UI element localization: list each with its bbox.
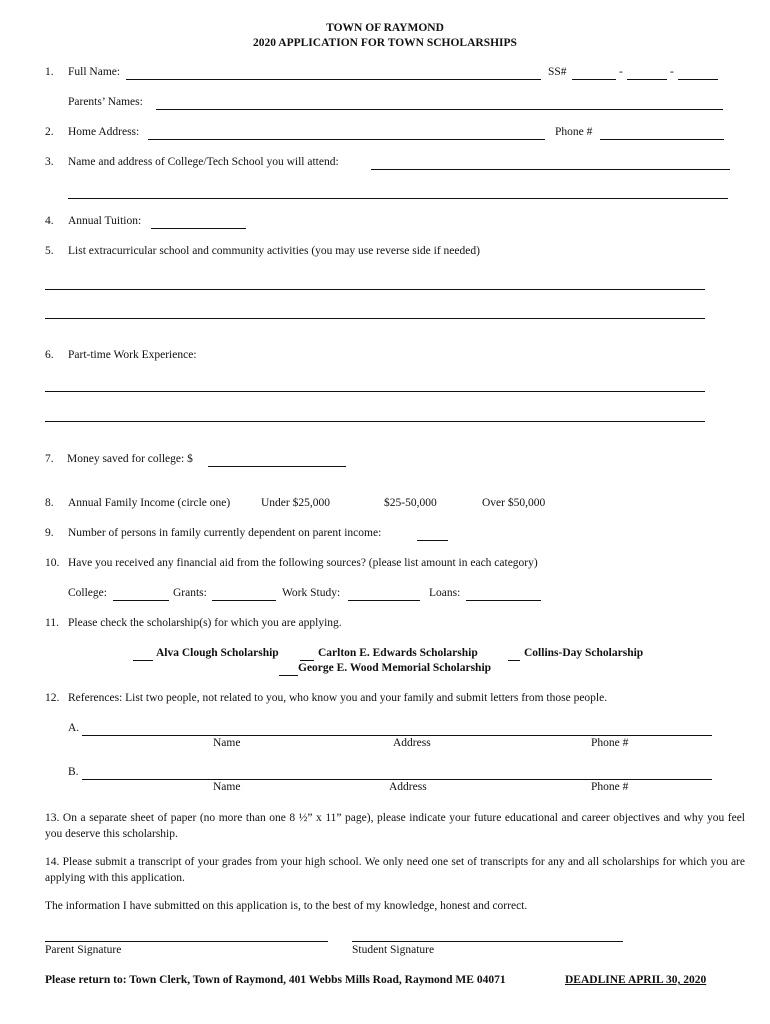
reference-a-label: A. (68, 722, 80, 734)
form-subtitle: 2020 APPLICATION FOR TOWN SCHOLARSHIPS (253, 37, 517, 49)
parents-names-field[interactable] (156, 109, 723, 110)
college-field[interactable] (371, 169, 730, 170)
money-saved-field[interactable] (208, 466, 346, 467)
q6-number: 6. (45, 349, 54, 361)
reference-b-address-caption: Address (389, 781, 427, 793)
q1-number: 1. (45, 66, 54, 78)
college-aid-label: College: (68, 587, 107, 599)
activities-label: List extracurricular school and community activities (you may use reverse side if needed) (68, 245, 480, 257)
q10-number: 10. (45, 557, 60, 569)
q7-number: 7. (45, 453, 54, 465)
reference-a-phone-caption: Phone # (591, 737, 629, 749)
college-aid-field[interactable] (113, 600, 169, 601)
financial-aid-label: Have you received any financial aid from the following sources? (please list amount in each category) (68, 557, 538, 569)
carlton-edwards-checkbox[interactable] (300, 660, 314, 661)
annual-tuition-label: Annual Tuition: (68, 215, 142, 227)
deadline: DEADLINE APRIL 30, 2020 (565, 974, 707, 986)
collins-day-scholarship: Collins-Day Scholarship (524, 647, 644, 659)
phone-label: Phone # (555, 126, 593, 138)
work-experience-label: Part-time Work Experience: (68, 349, 197, 361)
grants-field[interactable] (212, 600, 276, 601)
alva-clough-checkbox[interactable] (133, 660, 153, 661)
form-title: TOWN OF RAYMOND (326, 22, 444, 34)
family-income-label: Annual Family Income (circle one) (68, 497, 231, 509)
alva-clough-scholarship: Alva Clough Scholarship (156, 647, 279, 659)
reference-a-name-caption: Name (213, 737, 241, 749)
ss-part2-field[interactable] (627, 79, 667, 80)
reference-b-phone-caption: Phone # (591, 781, 629, 793)
reference-a-address-caption: Address (393, 737, 431, 749)
certification-statement: The information I have submitted on this application is, to the best of my knowledge, honest and correct. (45, 900, 528, 912)
q4-number: 4. (45, 215, 54, 227)
q8-number: 8. (45, 497, 54, 509)
q5-number: 5. (45, 245, 54, 257)
q3-number: 3. (45, 156, 54, 168)
reference-b-field[interactable] (82, 779, 712, 780)
q2-number: 2. (45, 126, 54, 138)
money-saved-label: Money saved for college: $ (67, 453, 193, 465)
reference-b-name-caption: Name (213, 781, 241, 793)
loans-label: Loans: (429, 587, 461, 599)
references-label: References: List two people, not related to you, who know you and your family and submit letters from those people. (68, 692, 608, 704)
reference-a-field[interactable] (82, 735, 712, 736)
full-name-label: Full Name: (68, 66, 121, 78)
home-address-field[interactable] (148, 139, 545, 140)
q11-number: 11. (45, 617, 59, 629)
college-field-line2[interactable] (68, 198, 728, 199)
college-label: Name and address of College/Tech School you will attend: (68, 156, 339, 168)
essay-instructions: 13. On a separate sheet of paper (no more than one 8 ½” x 11” page), please indicate your future educational and career objectives and why you feel you deserve this scholarship. (45, 812, 745, 840)
q12-number: 12. (45, 692, 60, 704)
phone-field[interactable] (600, 139, 724, 140)
work-study-label: Work Study: (282, 587, 341, 599)
work-experience-field-line1[interactable] (45, 391, 705, 392)
carlton-edwards-scholarship: Carlton E. Edwards Scholarship (318, 647, 478, 659)
full-name-field[interactable] (126, 79, 541, 80)
student-signature-field[interactable] (352, 941, 623, 942)
home-address-label: Home Address: (68, 126, 140, 138)
income-option-under-25000[interactable]: Under $25,000 (261, 497, 330, 509)
parent-signature-label: Parent Signature (45, 944, 122, 956)
student-signature-label: Student Signature (352, 944, 435, 956)
dependents-label: Number of persons in family currently dependent on parent income: (68, 527, 382, 539)
ss-separator: - (670, 66, 674, 78)
scholarship-check-label: Please check the scholarship(s) for which you are applying. (68, 617, 342, 629)
annual-tuition-field[interactable] (151, 228, 246, 229)
work-study-field[interactable] (348, 600, 420, 601)
income-option-over-50000[interactable]: Over $50,000 (482, 497, 546, 509)
reference-b-label: B. (68, 766, 79, 778)
activities-field-line2[interactable] (45, 318, 705, 319)
collins-day-checkbox[interactable] (508, 660, 520, 661)
ss-part3-field[interactable] (678, 79, 718, 80)
activities-field-line1[interactable] (45, 289, 705, 290)
george-wood-scholarship: George E. Wood Memorial Scholarship (298, 662, 492, 674)
parent-signature-field[interactable] (45, 941, 328, 942)
q9-number: 9. (45, 527, 54, 539)
parents-names-label: Parents’ Names: (68, 96, 143, 108)
ss-part1-field[interactable] (572, 79, 616, 80)
george-wood-checkbox[interactable] (279, 675, 298, 676)
work-experience-field-line2[interactable] (45, 421, 705, 422)
dependents-field[interactable] (417, 540, 448, 541)
return-address: Please return to: Town Clerk, Town of Raymond, 401 Webbs Mills Road, Raymond ME 04071 (45, 974, 506, 986)
transcript-instructions: 14. Please submit a transcript of your grades from your high school. We only need one set of transcripts for any and all scholarships for which you are applying with this application. (45, 856, 745, 884)
ss-separator: - (619, 66, 623, 78)
income-option-25-50000[interactable]: $25-50,000 (384, 497, 437, 509)
grants-label: Grants: (173, 587, 207, 599)
ss-label: SS# (548, 66, 567, 78)
loans-field[interactable] (466, 600, 541, 601)
